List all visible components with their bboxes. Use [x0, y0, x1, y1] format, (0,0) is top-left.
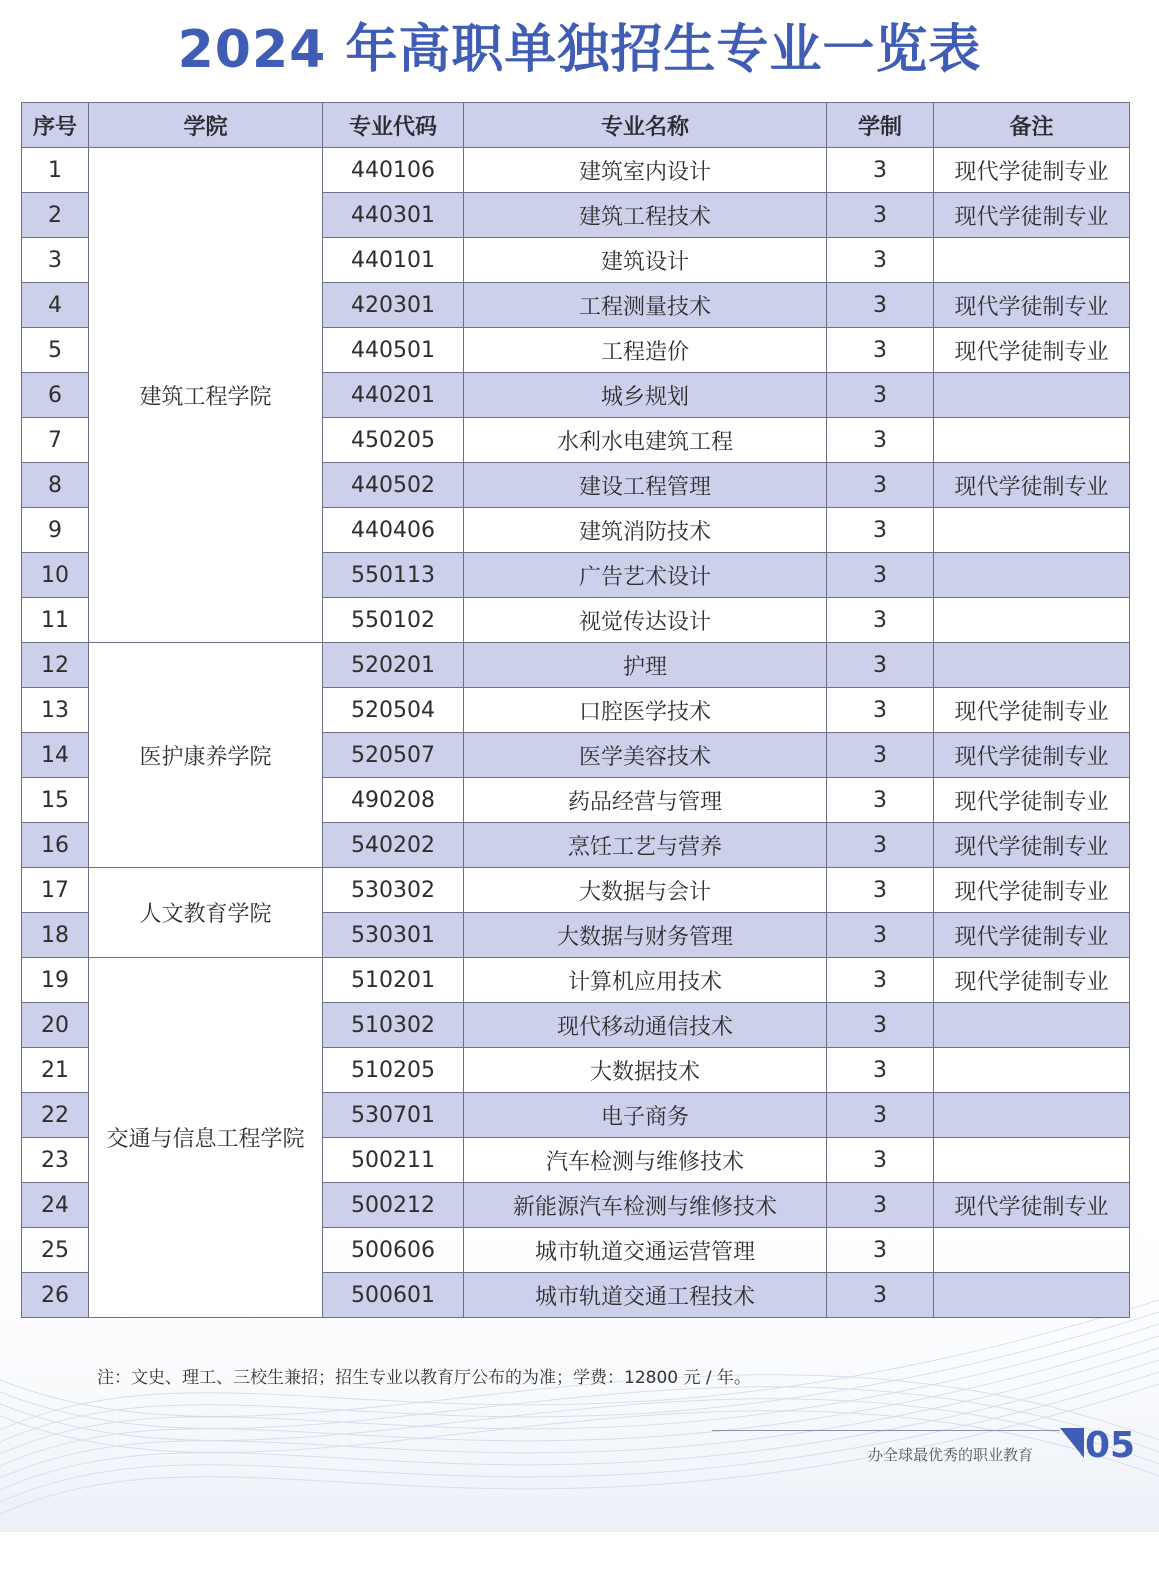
- cell-code: 420301: [323, 283, 464, 328]
- cell-code: 440101: [323, 238, 464, 283]
- cell-years: 3: [827, 553, 934, 598]
- cell-remark: 现代学徒制专业: [934, 688, 1130, 733]
- table-row: [22, 148, 1130, 193]
- cell-seq: 5: [22, 328, 89, 373]
- cell-seq: 12: [22, 643, 89, 688]
- cell-major: 药品经营与管理: [464, 778, 827, 823]
- cell-code: 540202: [323, 823, 464, 868]
- cell-code: 440106: [323, 148, 464, 193]
- cell-code: 490208: [323, 778, 464, 823]
- cell-major: 医学美容技术: [464, 733, 827, 778]
- cell-years: 3: [827, 598, 934, 643]
- cell-seq: 2: [22, 193, 89, 238]
- cell-years: 3: [827, 958, 934, 1003]
- table-header-row: [22, 103, 1130, 148]
- cell-seq: 9: [22, 508, 89, 553]
- cell-seq: 7: [22, 418, 89, 463]
- cell-major: 汽车检测与维修技术: [464, 1138, 827, 1183]
- cell-years: 3: [827, 508, 934, 553]
- header-code: 专业代码: [323, 103, 464, 148]
- cell-years: 3: [827, 868, 934, 913]
- cell-seq: 3: [22, 238, 89, 283]
- cell-code: 530302: [323, 868, 464, 913]
- cell-remark: [934, 598, 1130, 643]
- cell-seq: 23: [22, 1138, 89, 1183]
- cell-remark: [934, 553, 1130, 598]
- header-college: 学院: [89, 103, 323, 148]
- cell-years: 3: [827, 373, 934, 418]
- cell-seq: 15: [22, 778, 89, 823]
- cell-remark: 现代学徒制专业: [934, 778, 1130, 823]
- cell-seq: 4: [22, 283, 89, 328]
- cell-remark: 现代学徒制专业: [934, 193, 1130, 238]
- cell-seq: 20: [22, 1003, 89, 1048]
- cell-years: 3: [827, 1003, 934, 1048]
- cell-major: 广告艺术设计: [464, 553, 827, 598]
- cell-seq: 21: [22, 1048, 89, 1093]
- cell-code: 550113: [323, 553, 464, 598]
- cell-major: 建设工程管理: [464, 463, 827, 508]
- cell-remark: [934, 1138, 1130, 1183]
- cell-code: 440301: [323, 193, 464, 238]
- cell-major: 新能源汽车检测与维修技术: [464, 1183, 827, 1228]
- cell-major: 建筑设计: [464, 238, 827, 283]
- cell-major: 护理: [464, 643, 827, 688]
- cell-years: 3: [827, 1228, 934, 1273]
- cell-years: 3: [827, 328, 934, 373]
- cell-remark: [934, 238, 1130, 283]
- cell-college: 交通与信息工程学院: [89, 958, 323, 1318]
- cell-remark: 现代学徒制专业: [934, 463, 1130, 508]
- cell-remark: [934, 643, 1130, 688]
- cell-remark: 现代学徒制专业: [934, 913, 1130, 958]
- cell-code: 500606: [323, 1228, 464, 1273]
- cell-remark: [934, 1093, 1130, 1138]
- cell-seq: 8: [22, 463, 89, 508]
- majors-table: [21, 102, 1130, 1318]
- cell-code: 450205: [323, 418, 464, 463]
- cell-major: 建筑工程技术: [464, 193, 827, 238]
- cell-years: 3: [827, 193, 934, 238]
- cell-major: 水利水电建筑工程: [464, 418, 827, 463]
- cell-code: 500211: [323, 1138, 464, 1183]
- cell-remark: 现代学徒制专业: [934, 328, 1130, 373]
- table-row: [22, 958, 1130, 1003]
- cell-code: 510302: [323, 1003, 464, 1048]
- cell-years: 3: [827, 283, 934, 328]
- cell-seq: 16: [22, 823, 89, 868]
- slogan: 办全球最优秀的职业教育: [868, 1446, 1034, 1464]
- cell-major: 工程测量技术: [464, 283, 827, 328]
- page-number: 05: [1085, 1425, 1136, 1466]
- cell-years: 3: [827, 463, 934, 508]
- cell-remark: 现代学徒制专业: [934, 148, 1130, 193]
- header-seq: 序号: [22, 103, 89, 148]
- cell-major: 大数据与会计: [464, 868, 827, 913]
- cell-code: 440501: [323, 328, 464, 373]
- cell-remark: 现代学徒制专业: [934, 958, 1130, 1003]
- cell-seq: 19: [22, 958, 89, 1003]
- cell-code: 500601: [323, 1273, 464, 1318]
- bottom-band: [0, 1532, 1159, 1576]
- cell-major: 工程造价: [464, 328, 827, 373]
- cell-major: 烹饪工艺与营养: [464, 823, 827, 868]
- cell-seq: 17: [22, 868, 89, 913]
- cell-seq: 25: [22, 1228, 89, 1273]
- cell-years: 3: [827, 238, 934, 283]
- cell-seq: 13: [22, 688, 89, 733]
- cell-major: 电子商务: [464, 1093, 827, 1138]
- cell-years: 3: [827, 643, 934, 688]
- cell-college: 医护康养学院: [89, 643, 323, 868]
- cell-years: 3: [827, 688, 934, 733]
- cell-code: 520201: [323, 643, 464, 688]
- page-corner-mark-icon: [1060, 1428, 1084, 1464]
- header-remark: 备注: [934, 103, 1130, 148]
- cell-major: 计算机应用技术: [464, 958, 827, 1003]
- cell-remark: [934, 1048, 1130, 1093]
- header-major: 专业名称: [464, 103, 827, 148]
- cell-years: 3: [827, 1273, 934, 1318]
- cell-remark: [934, 373, 1130, 418]
- cell-code: 440201: [323, 373, 464, 418]
- cell-years: 3: [827, 1093, 934, 1138]
- cell-years: 3: [827, 1183, 934, 1228]
- cell-code: 530701: [323, 1093, 464, 1138]
- cell-major: 口腔医学技术: [464, 688, 827, 733]
- cell-years: 3: [827, 418, 934, 463]
- cell-years: 3: [827, 1048, 934, 1093]
- cell-code: 550102: [323, 598, 464, 643]
- cell-college: 人文教育学院: [89, 868, 323, 958]
- cell-major: 建筑室内设计: [464, 148, 827, 193]
- cell-major: 大数据与财务管理: [464, 913, 827, 958]
- cell-years: 3: [827, 733, 934, 778]
- cell-remark: [934, 1228, 1130, 1273]
- table-row: [22, 643, 1130, 688]
- cell-remark: [934, 418, 1130, 463]
- cell-code: 440406: [323, 508, 464, 553]
- table-row: [22, 868, 1130, 913]
- cell-seq: 1: [22, 148, 89, 193]
- cell-major: 现代移动通信技术: [464, 1003, 827, 1048]
- cell-seq: 14: [22, 733, 89, 778]
- cell-code: 530301: [323, 913, 464, 958]
- cell-major: 城乡规划: [464, 373, 827, 418]
- footnote: 注：文史、理工、三校生兼招；招生专业以教育厅公布的为准；学费：12800 元 / 年。: [97, 1368, 752, 1388]
- cell-code: 520507: [323, 733, 464, 778]
- cell-remark: 现代学徒制专业: [934, 868, 1130, 913]
- cell-major: 城市轨道交通运营管理: [464, 1228, 827, 1273]
- cell-seq: 26: [22, 1273, 89, 1318]
- cell-years: 3: [827, 778, 934, 823]
- cell-code: 440502: [323, 463, 464, 508]
- cell-seq: 24: [22, 1183, 89, 1228]
- cell-remark: [934, 508, 1130, 553]
- cell-major: 大数据技术: [464, 1048, 827, 1093]
- page-title: 2024 年高职单独招生专业一览表: [177, 20, 982, 80]
- cell-remark: [934, 1273, 1130, 1318]
- cell-remark: 现代学徒制专业: [934, 283, 1130, 328]
- cell-seq: 10: [22, 553, 89, 598]
- cell-remark: 现代学徒制专业: [934, 733, 1130, 778]
- cell-seq: 18: [22, 913, 89, 958]
- cell-years: 3: [827, 823, 934, 868]
- cell-college: 建筑工程学院: [89, 148, 323, 643]
- cell-code: 520504: [323, 688, 464, 733]
- header-years: 学制: [827, 103, 934, 148]
- cell-remark: [934, 1003, 1130, 1048]
- cell-code: 500212: [323, 1183, 464, 1228]
- cell-major: 视觉传达设计: [464, 598, 827, 643]
- cell-remark: 现代学徒制专业: [934, 823, 1130, 868]
- cell-major: 城市轨道交通工程技术: [464, 1273, 827, 1318]
- cell-years: 3: [827, 913, 934, 958]
- cell-seq: 11: [22, 598, 89, 643]
- cell-seq: 22: [22, 1093, 89, 1138]
- footer-divider: [712, 1430, 1060, 1431]
- cell-years: 3: [827, 148, 934, 193]
- cell-seq: 6: [22, 373, 89, 418]
- cell-major: 建筑消防技术: [464, 508, 827, 553]
- cell-code: 510205: [323, 1048, 464, 1093]
- cell-years: 3: [827, 1138, 934, 1183]
- cell-remark: 现代学徒制专业: [934, 1183, 1130, 1228]
- cell-code: 510201: [323, 958, 464, 1003]
